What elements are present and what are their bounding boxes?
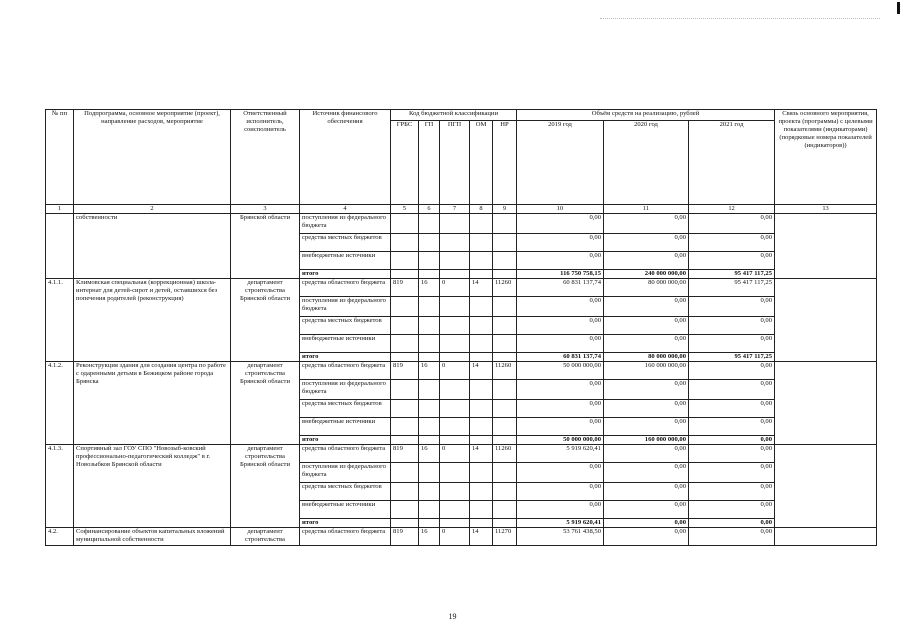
- header-link: Связь основного мероприятия, проекта (программы) с целевыми показателями (индикаторами) (порядковые номера показателей (индикаторов)): [775, 110, 877, 205]
- value-cell: 0,00: [604, 445, 689, 463]
- header-nr: НР: [493, 121, 517, 205]
- kbk-cell: 0: [440, 445, 470, 463]
- link-cell: [775, 279, 877, 362]
- source-label: средства местных бюджетов: [300, 234, 391, 252]
- source-label: средства местных бюджетов: [300, 400, 391, 418]
- value-cell: 0,00: [689, 483, 775, 501]
- kbk-cell: 16: [419, 279, 440, 297]
- value-cell: 0,00: [689, 335, 775, 353]
- total-cell: 0,00: [604, 519, 689, 528]
- value-cell: 0,00: [604, 297, 689, 317]
- colnum: 12: [689, 205, 775, 214]
- kbk-cell: 14: [470, 279, 493, 297]
- value-cell: 0,00: [604, 400, 689, 418]
- value-cell: 0,00: [604, 380, 689, 400]
- colnum: 6: [419, 205, 440, 214]
- total-cell: 95 417 117,25: [689, 270, 775, 279]
- kbk-cell: 14: [470, 362, 493, 380]
- value-cell: 0,00: [689, 418, 775, 436]
- kbk-cell: 16: [419, 445, 440, 463]
- value-cell: 0,00: [689, 214, 775, 234]
- source-label: итого: [300, 436, 391, 445]
- source-label: средства местных бюджетов: [300, 483, 391, 501]
- source-label: средства областного бюджета: [300, 362, 391, 380]
- header-gp: ГП: [419, 121, 440, 205]
- kbk-cell: 14: [470, 528, 493, 546]
- value-cell: 0,00: [689, 252, 775, 270]
- row-num: 4.1.1.: [46, 279, 74, 362]
- header-row: [46, 110, 877, 121]
- value-cell: 0,00: [689, 528, 775, 546]
- value-cell: 0,00: [604, 252, 689, 270]
- source-label: внебюджетные источники: [300, 501, 391, 519]
- value-cell: 0,00: [689, 362, 775, 380]
- table-row: [46, 445, 877, 463]
- source-label: средства областного бюджета: [300, 279, 391, 297]
- kbk-cell: 0: [440, 528, 470, 546]
- value-cell: 80 000 000,00: [604, 279, 689, 297]
- table-row: [46, 528, 877, 546]
- header-name: Подпрограмма, основное мероприятие (проект), направление расходов, мероприятие: [74, 110, 231, 205]
- header-year-2019: 2019 год: [517, 121, 604, 205]
- value-cell: 50 000 000,00: [517, 362, 604, 380]
- kbk-cell: 11260: [493, 445, 517, 463]
- value-cell: 0,00: [604, 234, 689, 252]
- value-cell: 0,00: [604, 501, 689, 519]
- colnum: 5: [391, 205, 419, 214]
- colnum: 13: [775, 205, 877, 214]
- value-cell: 0,00: [604, 214, 689, 234]
- value-cell: 0,00: [517, 380, 604, 400]
- value-cell: 0,00: [604, 317, 689, 335]
- colnum: 7: [440, 205, 470, 214]
- link-cell: [775, 214, 877, 279]
- source-label: итого: [300, 519, 391, 528]
- value-cell: 0,00: [517, 483, 604, 501]
- total-cell: 50 000 000,00: [517, 436, 604, 445]
- header-om: ОМ: [470, 121, 493, 205]
- header-source: Источник финансового обеспечения: [300, 110, 391, 205]
- row-num: [46, 214, 74, 279]
- row-num: 4.1.3.: [46, 445, 74, 528]
- value-cell: 0,00: [517, 234, 604, 252]
- header-pgp: ПГП: [440, 121, 470, 205]
- value-cell: 0,00: [517, 418, 604, 436]
- total-cell: 0,00: [689, 519, 775, 528]
- source-label: внебюджетные источники: [300, 252, 391, 270]
- kbk-cell: 11260: [493, 362, 517, 380]
- value-cell: 0,00: [604, 418, 689, 436]
- measure-name: собственности: [74, 214, 231, 279]
- source-label: итого: [300, 353, 391, 362]
- responsible: департамент строительства Брянской области: [231, 445, 300, 528]
- value-cell: 0,00: [689, 380, 775, 400]
- value-cell: 60 831 137,74: [517, 279, 604, 297]
- source-label: средства областного бюджета: [300, 528, 391, 546]
- responsible: департамент строительства: [231, 528, 300, 546]
- value-cell: 0,00: [689, 297, 775, 317]
- colnum: 8: [470, 205, 493, 214]
- value-cell: 53 761 438,50: [517, 528, 604, 546]
- responsible: Брянской области: [231, 214, 300, 279]
- value-cell: 0,00: [689, 445, 775, 463]
- header-num: № пп: [46, 110, 74, 205]
- value-cell: 0,00: [517, 335, 604, 353]
- colnum: 11: [604, 205, 689, 214]
- edge-mark: [897, 2, 900, 14]
- source-label: поступления из федерального бюджета: [300, 214, 391, 234]
- kbk-cell: 11260: [493, 279, 517, 297]
- total-cell: 60 831 137,74: [517, 353, 604, 362]
- value-cell: 160 000 000,00: [604, 362, 689, 380]
- value-cell: 0,00: [604, 528, 689, 546]
- source-label: поступления из федерального бюджета: [300, 297, 391, 317]
- table-row: [46, 279, 877, 297]
- value-cell: 0,00: [604, 463, 689, 483]
- colnum: 10: [517, 205, 604, 214]
- measure-name: Спортивный зал ГОУ СПО "Новозыб-ковский профессионально-педагогический колледж" в г. Новозыбков Брянской области: [74, 445, 231, 528]
- scan-artifact: [600, 18, 880, 21]
- kbk-cell: 11270: [493, 528, 517, 546]
- value-cell: 0,00: [517, 400, 604, 418]
- value-cell: 0,00: [689, 463, 775, 483]
- header-grbs: ГРБС: [391, 121, 419, 205]
- responsible: департамент строительства Брянской области: [231, 279, 300, 362]
- total-cell: 5 919 620,41: [517, 519, 604, 528]
- value-cell: 0,00: [517, 297, 604, 317]
- column-numbers-row: [46, 205, 877, 214]
- value-cell: 0,00: [689, 234, 775, 252]
- value-cell: 0,00: [517, 463, 604, 483]
- total-cell: 240 000 000,00: [604, 270, 689, 279]
- header-year-2020: 2020 год: [604, 121, 689, 205]
- measure-name: Софинансирование объектов капитальных вложений муниципальной собственности: [74, 528, 231, 546]
- total-cell: 95 417 117,25: [689, 353, 775, 362]
- source-label: внебюджетные источники: [300, 335, 391, 353]
- kbk-cell: 0: [440, 362, 470, 380]
- total-cell: 116 750 758,15: [517, 270, 604, 279]
- header-responsible: Ответственный исполнитель, соисполнитель: [231, 110, 300, 205]
- kbk-cell: 16: [419, 528, 440, 546]
- row-num: 4.2.: [46, 528, 74, 546]
- row-num: 4.1.2.: [46, 362, 74, 445]
- kbk-cell: 819: [391, 528, 419, 546]
- page-number: 19: [448, 612, 457, 621]
- kbk-cell: 819: [391, 279, 419, 297]
- source-label: внебюджетные источники: [300, 418, 391, 436]
- value-cell: 0,00: [517, 501, 604, 519]
- header-year-2021: 2021 год: [689, 121, 775, 205]
- kbk-cell: 819: [391, 445, 419, 463]
- link-cell: [775, 362, 877, 445]
- colnum: 3: [231, 205, 300, 214]
- value-cell: 5 919 620,41: [517, 445, 604, 463]
- kbk-cell: 819: [391, 362, 419, 380]
- link-cell: [775, 445, 877, 528]
- value-cell: 0,00: [517, 214, 604, 234]
- value-cell: 0,00: [517, 252, 604, 270]
- source-label: поступления из федерального бюджета: [300, 463, 391, 483]
- source-label: средства местных бюджетов: [300, 317, 391, 335]
- table-row: [46, 362, 877, 380]
- source-label: средства областного бюджета: [300, 445, 391, 463]
- table-row: [46, 214, 877, 234]
- measure-name: Климовская специальная (коррекционная) школа-интернат для детей-сирот и детей, оставшихся без попечения родителей (реконструкция): [74, 279, 231, 362]
- colnum: 1: [46, 205, 74, 214]
- value-cell: 0,00: [689, 400, 775, 418]
- kbk-cell: 14: [470, 445, 493, 463]
- measure-name: Реконструкция здания для создания центра по работе с одаренными детьми в Бежицком районе города Брянска: [74, 362, 231, 445]
- header-volume: Объём средств на реализацию, рублей: [517, 110, 775, 121]
- colnum: 9: [493, 205, 517, 214]
- link-cell: [775, 528, 877, 546]
- value-cell: 0,00: [517, 317, 604, 335]
- value-cell: 0,00: [689, 501, 775, 519]
- value-cell: 95 417 117,25: [689, 279, 775, 297]
- colnum: 4: [300, 205, 391, 214]
- total-cell: 80 000 000,00: [604, 353, 689, 362]
- value-cell: 0,00: [604, 483, 689, 501]
- colnum: 2: [74, 205, 231, 214]
- value-cell: 0,00: [689, 317, 775, 335]
- source-label: поступления из федерального бюджета: [300, 380, 391, 400]
- kbk-cell: 0: [440, 279, 470, 297]
- header-kbk: Код бюджетной классификации: [391, 110, 517, 121]
- total-cell: 0,00: [689, 436, 775, 445]
- total-cell: 160 000 000,00: [604, 436, 689, 445]
- kbk-cell: 16: [419, 362, 440, 380]
- value-cell: 0,00: [604, 335, 689, 353]
- source-label: итого: [300, 270, 391, 279]
- responsible: департамент строительства Брянской области: [231, 362, 300, 445]
- budget-table: [45, 109, 877, 546]
